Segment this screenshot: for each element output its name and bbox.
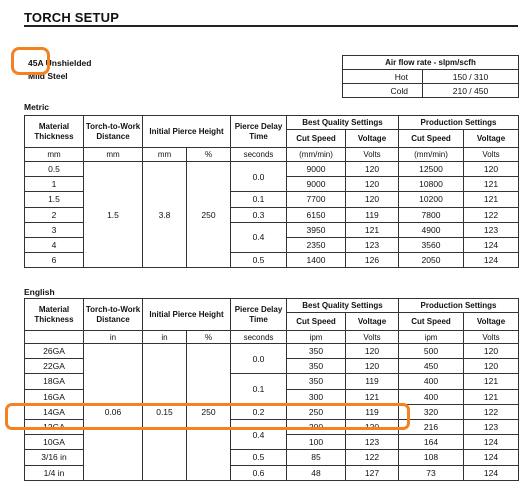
pierce-percent-value: 250: [187, 162, 231, 268]
cut-speed-cell: 6150: [287, 207, 346, 222]
cut-speed-cell: 85: [287, 450, 346, 465]
process-label: 45A Unshielded: [28, 58, 92, 68]
header-initial-pierce: Initial Pierce Height: [143, 299, 231, 331]
voltage-cell: 119: [346, 374, 399, 389]
thickness-cell: 18GA: [25, 374, 84, 389]
table-row: [25, 344, 519, 359]
unit-cell: (mm/min): [287, 148, 346, 162]
thickness-cell: 26GA: [25, 344, 84, 359]
voltage-cell: 121: [464, 177, 519, 192]
cut-speed-cell: 400: [399, 374, 464, 389]
header-voltage: Voltage: [346, 313, 399, 331]
cut-speed-cell: 300: [287, 389, 346, 404]
table-row: [25, 162, 519, 177]
voltage-cell: 121: [464, 389, 519, 404]
thickness-cell: 4: [25, 237, 84, 252]
cut-speed-cell: 1400: [287, 253, 346, 268]
cut-speed-cell: 4900: [399, 222, 464, 237]
pierce-delay-value: 0.1: [231, 192, 287, 207]
header-voltage: Voltage: [346, 130, 399, 148]
voltage-cell: 120: [346, 162, 399, 177]
voltage-cell: 120: [346, 192, 399, 207]
cut-speed-cell: 100: [287, 435, 346, 450]
thickness-cell: 6: [25, 253, 84, 268]
unit-cell: in: [84, 331, 143, 344]
pierce-delay-value: 0.1: [231, 374, 287, 404]
header-initial-pierce: Initial Pierce Height: [143, 116, 231, 148]
header-production: Production Settings: [399, 299, 519, 313]
highlight-amperage-circle: [11, 47, 50, 75]
header-voltage: Voltage: [464, 313, 519, 331]
cut-speed-cell: 164: [399, 435, 464, 450]
cut-speed-cell: 200: [287, 419, 346, 434]
cut-speed-cell: 3560: [399, 237, 464, 252]
voltage-cell: 124: [464, 237, 519, 252]
voltage-cell: 121: [346, 389, 399, 404]
unit-cell: mm: [143, 148, 187, 162]
airflow-header: Air flow rate - slpm/scfh: [343, 56, 519, 70]
pierce-delay-value: 0.3: [231, 207, 287, 222]
cut-speed-cell: 108: [399, 450, 464, 465]
header-pierce-delay: Pierce Delay Time: [231, 116, 287, 148]
voltage-cell: 122: [346, 450, 399, 465]
cut-speed-cell: 250: [287, 404, 346, 419]
page-title: TORCH SETUP: [24, 10, 120, 25]
header-best-quality: Best Quality Settings: [287, 116, 399, 130]
unit-cell: ipm: [287, 331, 346, 344]
pierce-delay-value: 0.0: [231, 344, 287, 374]
cut-speed-cell: 400: [399, 389, 464, 404]
unit-cell: ipm: [399, 331, 464, 344]
unit-cell: %: [187, 148, 231, 162]
cut-speed-cell: 48: [287, 465, 346, 480]
voltage-cell: 123: [464, 419, 519, 434]
header-cut-speed: Cut Speed: [287, 130, 346, 148]
voltage-cell: 126: [346, 253, 399, 268]
metric-table: [24, 115, 519, 268]
voltage-cell: 121: [464, 192, 519, 207]
thickness-cell: 3: [25, 222, 84, 237]
voltage-cell: 119: [346, 404, 399, 419]
cut-speed-cell: 2350: [287, 237, 346, 252]
pierce-delay-value: 0.2: [231, 404, 287, 419]
voltage-cell: 123: [346, 237, 399, 252]
voltage-cell: 119: [346, 207, 399, 222]
pierce-delay-value: 0.4: [231, 419, 287, 449]
unit-cell: Volts: [464, 148, 519, 162]
cut-speed-cell: 3950: [287, 222, 346, 237]
pierce-delay-value: 0.5: [231, 450, 287, 465]
cut-speed-cell: 73: [399, 465, 464, 480]
thickness-cell: 22GA: [25, 359, 84, 374]
airflow-cold-label: Cold: [343, 84, 423, 98]
unit-cell: seconds: [231, 148, 287, 162]
voltage-cell: 123: [346, 435, 399, 450]
unit-cell: seconds: [231, 331, 287, 344]
material-label: Mild Steel: [28, 71, 68, 81]
thickness-cell: 12GA: [25, 419, 84, 434]
unit-cell: Volts: [346, 331, 399, 344]
cut-speed-cell: 450: [399, 359, 464, 374]
voltage-cell: 123: [464, 222, 519, 237]
thickness-cell: 2: [25, 207, 84, 222]
torch-to-work-value: 1.5: [84, 162, 143, 268]
header-cut-speed: Cut Speed: [287, 313, 346, 331]
voltage-cell: 120: [464, 162, 519, 177]
header-material-thickness: Material Thickness: [25, 299, 84, 331]
thickness-cell: 0.5: [25, 162, 84, 177]
cut-speed-cell: 350: [287, 374, 346, 389]
header-cut-speed: Cut Speed: [399, 130, 464, 148]
airflow-table: [342, 55, 519, 98]
cut-speed-cell: 7700: [287, 192, 346, 207]
voltage-cell: 124: [464, 253, 519, 268]
header-torch-to-work: Torch-to-Work Distance: [84, 299, 143, 331]
unit-cell: in: [143, 331, 187, 344]
voltage-cell: 120: [346, 177, 399, 192]
voltage-cell: 120: [346, 359, 399, 374]
airflow-hot-label: Hot: [343, 70, 423, 84]
unit-cell: Volts: [346, 148, 399, 162]
thickness-cell: 1/4 in: [25, 465, 84, 480]
unit-cell: [25, 331, 84, 344]
header-cut-speed: Cut Speed: [399, 313, 464, 331]
voltage-cell: 120: [346, 419, 399, 434]
voltage-cell: 120: [464, 344, 519, 359]
cut-speed-cell: 350: [287, 359, 346, 374]
voltage-cell: 120: [464, 359, 519, 374]
voltage-cell: 120: [346, 344, 399, 359]
header-best-quality: Best Quality Settings: [287, 299, 399, 313]
voltage-cell: 127: [346, 465, 399, 480]
pierce-delay-value: 0.4: [231, 222, 287, 252]
unit-cell: mm: [25, 148, 84, 162]
thickness-cell: 10GA: [25, 435, 84, 450]
cut-speed-cell: 2050: [399, 253, 464, 268]
highlight-row-14ga: [5, 403, 410, 430]
voltage-cell: 122: [464, 404, 519, 419]
pierce-height-value: 0.15: [143, 344, 187, 481]
cut-speed-cell: 10800: [399, 177, 464, 192]
thickness-cell: 1.5: [25, 192, 84, 207]
unit-cell: (mm/min): [399, 148, 464, 162]
header-voltage: Voltage: [464, 130, 519, 148]
cut-speed-cell: 10200: [399, 192, 464, 207]
pierce-delay-value: 0.5: [231, 253, 287, 268]
thickness-cell: 16GA: [25, 389, 84, 404]
voltage-cell: 122: [464, 207, 519, 222]
header-material-thickness: Material Thickness: [25, 116, 84, 148]
thickness-cell: 1: [25, 177, 84, 192]
metric-section-label: Metric: [24, 102, 50, 112]
pierce-percent-value: 250: [187, 344, 231, 481]
header-torch-to-work: Torch-to-Work Distance: [84, 116, 143, 148]
voltage-cell: 124: [464, 435, 519, 450]
english-section-label: English: [24, 287, 55, 297]
airflow-hot-value: 150 / 310: [423, 70, 519, 84]
cut-speed-cell: 216: [399, 419, 464, 434]
pierce-height-value: 3.8: [143, 162, 187, 268]
english-table: [24, 298, 519, 481]
voltage-cell: 121: [346, 222, 399, 237]
title-divider: [24, 25, 518, 27]
header-production: Production Settings: [399, 116, 519, 130]
pierce-delay-value: 0.6: [231, 465, 287, 480]
cut-speed-cell: 320: [399, 404, 464, 419]
cut-speed-cell: 9000: [287, 177, 346, 192]
cut-speed-cell: 500: [399, 344, 464, 359]
voltage-cell: 124: [464, 465, 519, 480]
torch-to-work-value: 0.06: [84, 344, 143, 481]
airflow-cold-value: 210 / 450: [423, 84, 519, 98]
cut-speed-cell: 350: [287, 344, 346, 359]
unit-cell: mm: [84, 148, 143, 162]
cut-speed-cell: 12500: [399, 162, 464, 177]
voltage-cell: 124: [464, 450, 519, 465]
pierce-delay-value: 0.0: [231, 162, 287, 192]
cut-speed-cell: 9000: [287, 162, 346, 177]
unit-cell: Volts: [464, 331, 519, 344]
header-pierce-delay: Pierce Delay Time: [231, 299, 287, 331]
thickness-cell: 14GA: [25, 404, 84, 419]
unit-cell: %: [187, 331, 231, 344]
cut-speed-cell: 7800: [399, 207, 464, 222]
voltage-cell: 121: [464, 374, 519, 389]
thickness-cell: 3/16 in: [25, 450, 84, 465]
